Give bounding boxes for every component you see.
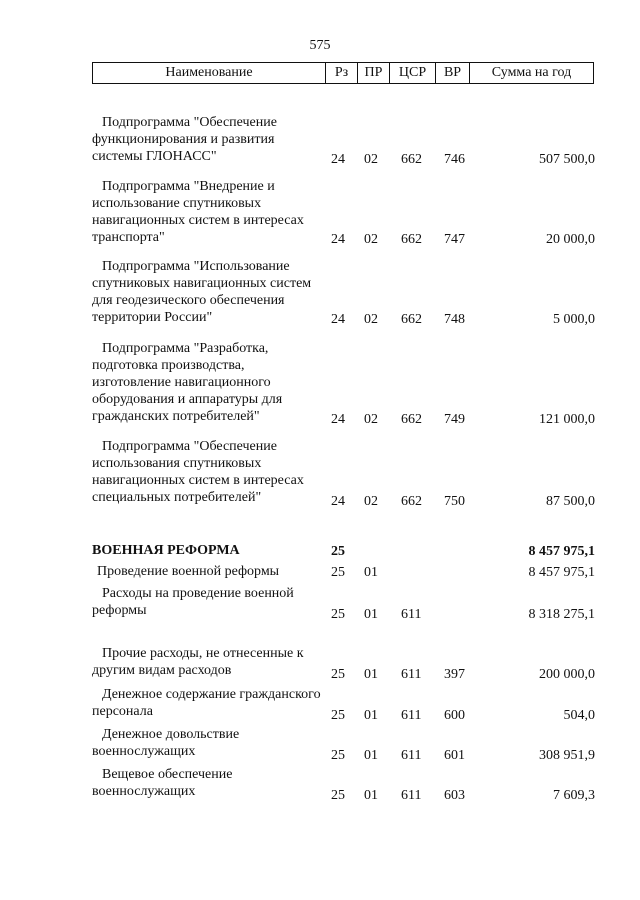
row-rz: 25: [331, 748, 345, 763]
row-sum: 504,0: [563, 708, 595, 723]
row-csr: 611: [401, 667, 422, 682]
header-name: Наименование: [93, 63, 326, 84]
row-vr: 600: [444, 708, 465, 723]
table-row: [0, 174, 640, 248]
row-sum: 8 457 975,1: [528, 544, 595, 559]
row-pr: 01: [364, 565, 378, 580]
row-rz: 25: [331, 708, 345, 723]
row-sum: 308 951,9: [539, 748, 595, 763]
row-rz: 25: [331, 607, 345, 622]
table-row: [0, 110, 640, 168]
header-rz: Рз: [326, 63, 358, 84]
row-vr: 601: [444, 748, 465, 763]
row-sum: 8 457 975,1: [528, 565, 595, 580]
table-row: [0, 434, 640, 510]
row-vr: 603: [444, 788, 465, 803]
header-pr: ПР: [358, 63, 390, 84]
table-row: [0, 724, 640, 764]
row-pr: 01: [364, 607, 378, 622]
row-csr: 611: [401, 748, 422, 763]
row-rz: 25: [331, 667, 345, 682]
row-csr: 662: [401, 494, 422, 509]
row-pr: 01: [364, 748, 378, 763]
row-rz: 24: [331, 494, 345, 509]
row-sum: 507 500,0: [539, 152, 595, 167]
row-sum: 87 500,0: [546, 494, 595, 509]
row-sum: 5 000,0: [553, 312, 595, 327]
row-name: Подпрограмма "Обеспечение использования спутниковых навигационных систем в интересах специальных потребителей": [92, 439, 304, 505]
row-vr: 747: [444, 232, 465, 247]
row-rz: 24: [331, 412, 345, 427]
row-pr: 02: [364, 412, 378, 427]
row-sum: 200 000,0: [539, 667, 595, 682]
table-row: [0, 561, 640, 581]
row-rz: 25: [331, 788, 345, 803]
row-vr: 749: [444, 412, 465, 427]
row-sum: 121 000,0: [539, 412, 595, 427]
row-rz: 24: [331, 152, 345, 167]
table-row: [0, 643, 640, 683]
row-name: Подпрограмма "Разработка, подготовка производства, изготовление навигационного оборудования и аппаратуры для гражданских потребителей": [92, 341, 283, 424]
row-pr: 02: [364, 312, 378, 327]
row-csr: 611: [401, 607, 422, 622]
row-csr: 662: [401, 412, 422, 427]
table-row: [0, 764, 640, 804]
row-vr: 397: [444, 667, 465, 682]
header-csr: ЦСР: [390, 63, 436, 84]
row-csr: 662: [401, 312, 422, 327]
row-pr: 02: [364, 152, 378, 167]
row-vr: 746: [444, 152, 465, 167]
row-name: Расходы на проведение военной реформы: [92, 586, 294, 618]
row-name: Вещевое обеспечение военнослужащих: [92, 767, 233, 799]
table-header: [92, 62, 594, 84]
row-csr: 662: [401, 152, 422, 167]
row-pr: 01: [364, 708, 378, 723]
row-sum: 8 318 275,1: [528, 607, 595, 622]
row-vr: 750: [444, 494, 465, 509]
row-name: Денежное содержание гражданского персонала: [92, 687, 321, 719]
table-row: [0, 336, 640, 428]
row-name: Денежное довольствие военнослужащих: [92, 727, 240, 759]
table-row: [0, 684, 640, 724]
page-number: 575: [309, 38, 331, 53]
row-csr: 662: [401, 232, 422, 247]
row-rz: 25: [331, 544, 345, 559]
row-pr: 02: [364, 232, 378, 247]
row-rz: 24: [331, 232, 345, 247]
row-pr: 01: [364, 667, 378, 682]
row-name: ВОЕННАЯ РЕФОРМА: [92, 543, 240, 558]
row-sum: 20 000,0: [546, 232, 595, 247]
row-sum: 7 609,3: [553, 788, 595, 803]
header-vr: ВР: [436, 63, 470, 84]
row-rz: 25: [331, 565, 345, 580]
row-pr: 01: [364, 788, 378, 803]
table-row: [0, 583, 640, 623]
row-name: Проведение военной реформы: [97, 564, 280, 579]
row-rz: 24: [331, 312, 345, 327]
row-vr: 748: [444, 312, 465, 327]
table-row: [0, 540, 640, 560]
header-row: [93, 63, 594, 84]
row-name: Подпрограмма "Использование спутниковых навигационных систем для геодезического обеспечения территории России": [92, 259, 312, 325]
row-name: Подпрограмма "Внедрение и использование спутниковых навигационных систем в интересах транспорта": [92, 179, 304, 245]
row-csr: 611: [401, 788, 422, 803]
row-csr: 611: [401, 708, 422, 723]
table-row: [0, 254, 640, 328]
row-name: Прочие расходы, не отнесенные к другим видам расходов: [92, 646, 304, 678]
row-pr: 02: [364, 494, 378, 509]
header-sum: Сумма на год: [470, 63, 594, 84]
row-name: Подпрограмма "Обеспечение функционирования и развития системы ГЛОНАСС": [92, 115, 277, 164]
